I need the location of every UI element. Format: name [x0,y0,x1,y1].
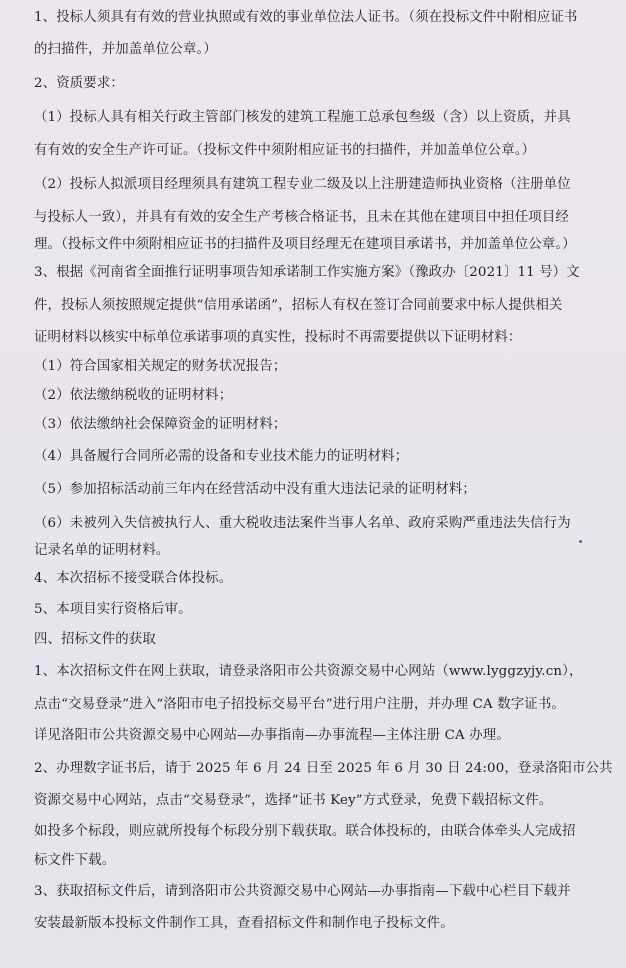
text-line: （3）依法缴纳社会保障资金的证明材料； [34,417,287,432]
text-line: 1、本次招标文件在网上获取，请登录洛阳市公共资源交易中心网站（www.lyggzyjy.cn）， [34,664,583,679]
section-heading: 四、招标文件的获取 [34,632,156,647]
text-line: （6）未被列入失信被执行人、重大税收违法案件当事人名单、政府采购严重违法失信行为 [34,516,571,531]
text-line: 3、根据《河南省全面推行证明事项告知承诺制工作实施方案》（豫政办〔2021〕11 号）文 [34,265,580,280]
text-line: （2）依法缴纳税收的证明材料； [34,388,233,403]
text-line: 4、本次招标不接受联合体投标。 [34,571,233,586]
text-line: （2）投标人拟派项目经理须具有建筑工程专业二级及以上注册建造师执业资格（注册单位 [34,177,571,192]
text-line: （1）投标人具有相关行政主管部门核发的建筑工程施工总承包叁级（含）以上资质，并具 [34,110,571,125]
text-line: 资源交易中心网站，点击“交易登录”，选择“证书 Key”方式登录，免费下载招标文件。 [34,793,553,808]
text-line: 详见洛阳市公共资源交易中心网站—办事指南—办事流程—主体注册 CA 办理。 [34,728,510,743]
text-line: 如投多个标段，则应就所投每个标段分别下载获取。联合体投标的，由联合体牵头人完成招 [34,824,576,839]
text-line: 与投标人一致），并具有有效的安全生产考核合格证书，且未在其他在建项目中担任项目经 [34,210,569,225]
text-line: 证明材料以核实中标单位承诺事项的真实性，投标时不再需要提供以下证明材料： [34,330,522,345]
text-line: 记录名单的证明材料。 [34,543,170,558]
text-line: 点击“交易登录”进入“洛阳市电子招投标交易平台”进行用户注册，并办理 CA 数字证书。 [34,697,565,712]
text-line: （1）符合国家相关规定的财务状况报告； [34,359,287,374]
text-line: 5、本项目实行资格后审。 [34,602,192,617]
text-line: 2、办理数字证书后，请于 2025 年 6 月 24 日至 2025 年 6 月 30 日 24:00，登录洛阳市公共 [34,761,613,776]
text-line: 1、投标人须具有有效的营业执照或有效的事业单位法人证书。（须在投标文件中附相应证书 [34,10,578,25]
text-line: （4）具备履行合同所必需的设备和专业技术能力的证明材料； [34,449,409,464]
text-line: 的扫描件，并加盖单位公章。） [34,42,217,57]
text-line: 2、资质要求： [34,76,124,91]
text-line: 3、获取招标文件后，请到洛阳市公共资源交易中心网站—办事指南—下载中心栏目下载并 [34,884,571,899]
text-line: （5）参加招标活动前三年内在经营活动中没有重大违法记录的证明材料； [34,482,476,497]
text-line: 安装最新版本投标文件制作工具，查看招标文件和制作电子投标文件。 [34,916,454,931]
scan-speck [579,540,582,543]
text-line: 件，投标人须按照规定提供“信用承诺函”，招标人有权在签订合同前要求中标人提供相关 [34,298,563,313]
text-line: 理。（投标文件中须附相应证书的扫描件及项目经理无在建项目承诺书，并加盖单位公章。） [34,237,576,252]
text-line: 标文件下载。 [34,853,116,868]
text-line: 有有效的安全生产许可证。（投标文件中须附相应证书的扫描件，并加盖单位公章。） [34,143,536,158]
